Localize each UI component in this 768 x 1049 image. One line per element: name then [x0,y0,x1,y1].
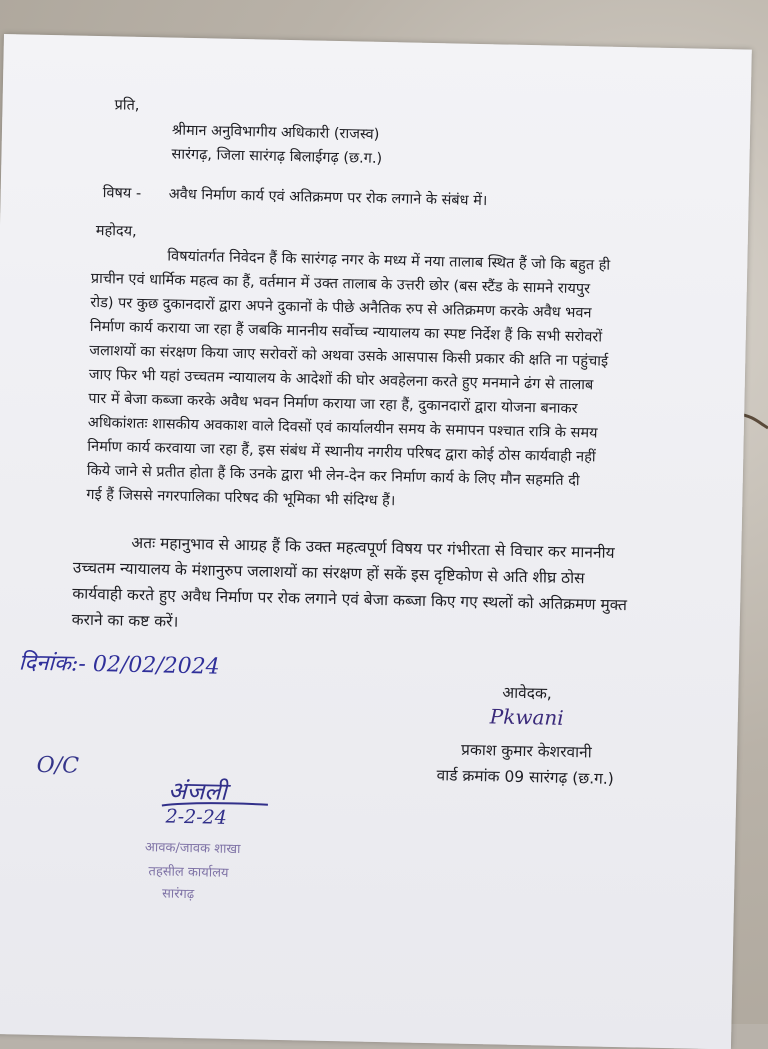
applicant-name: प्रकाश कुमार केशरवानी [460,740,592,762]
stamp-signature: अंजली [167,776,228,806]
para1-line: अधिकांशतः शासकीय अवकाश वाले दिवसों एवं कार्यालयीन समय के समापन पश्चात रात्रि के समय [87,414,598,442]
para1-line: जलाशयों का संरक्षण किया जाए सरोवरों को अथवा उसके आसपास किसी प्रकार की क्षति ना पहुंचाई [89,342,609,370]
para2-line: कराने का कष्ट करें। [71,610,179,631]
addressee-line-1: श्रीमान अनुविभागीय अधिकारी (राजस्व) [171,122,380,143]
para1-line: विषयांतर्गत निवेदन हैं कि सारंगढ़ नगर के मध्य में नया तालाब स्थित हैं जो कि बहुत ही [167,248,611,274]
para2-line: कार्यवाही करते हुए अवैध निर्माण पर रोक लगाने एवं बेजा कब्जा किए गए स्थलों को अतिक्रमण मुक्त [72,584,628,615]
para1-line: निर्माण कार्य कराया जा रहा हैं जबकि माननीय सर्वोच्च न्यायालय का स्पष्ट निर्देश हैं कि सभी सरोवरों [89,318,603,346]
stamp-date: 2-2-24 [165,805,228,829]
para1-line: रोड) पर कुछ दुकानदारों द्वारा अपने दुकानों के पीछे अनैतिक रुप से अतिक्रमण करके अवैध भवन [90,294,592,322]
applicant-label: आवेदक, [502,683,553,703]
subject-label: विषय - [102,185,142,202]
salutation: महोदय, [95,222,137,240]
para2-line: उच्चतम न्यायालय के मंशानुरुप जलाशयों का संरक्षण हों सकें इस दृष्टिकोण से अति शीघ्र ठोस [72,558,585,588]
stamp-line-2: तहसील कार्यालय [148,864,229,881]
para1-line: पार में बेजा कब्जा करके अवैध भवन निर्माण कराया जा रहा हैं, दुकानदारों द्वारा योजना बनाकर [88,390,578,418]
stamp-line-3: सारंगढ़ [161,886,195,903]
subject-text: अवैध निर्माण कार्य एवं अतिक्रमण पर रोक लगाने के संबंध में। [168,186,488,210]
para1-line: गई हैं जिससे नगरपालिका परिषद की भूमिका भी संदिग्ध हैं। [86,486,396,510]
para1-line: निर्माण कार्य करवाया जा रहा हैं, इस संबंध में स्थानीय नगरीय परिषद द्वारा कोई ठोस कार्यवाही नहीं [87,438,596,466]
para1-line: प्राचीन एवं धार्मिक महत्व का हैं, वर्तमान में उक्त तालाब के उत्तरी छोर (बस स्टैंड के सामने रायपुर [90,270,591,298]
oc-note: O/C [36,752,80,779]
applicant-ward: वार्ड क्रमांक 09 सारंगढ़ (छ.ग.) [436,766,615,788]
to-label: प्रति, [114,97,140,114]
para1-line: जाए फिर भी यहां उच्चतम न्यायालय के आदेशों की घोर अवहेलना करते हुए मनमाने ढंग से तालाब [88,366,594,394]
addressee-line-2: सारंगढ़, जिला सारंगढ़ बिलाईगढ़ (छ.ग.) [171,146,383,167]
para2-line: अतः महानुभाव से आग्रह हैं कि उक्त महत्वपूर्ण विषय पर गंभीरता से विचार कर माननीय [131,533,615,562]
stamp-line-1: आवक/जावक शाखा [144,840,241,858]
applicant-signature: Pkwani [489,704,564,730]
handwritten-date: दिनांक:- 02/02/2024 [18,650,220,680]
letter-page [0,34,752,1049]
para1-line: किये जाने से प्रतीत होता हैं कि उनके द्वारा भी लेन-देन कर निर्माण कार्य के लिए मौन सहमति दी [86,462,580,490]
